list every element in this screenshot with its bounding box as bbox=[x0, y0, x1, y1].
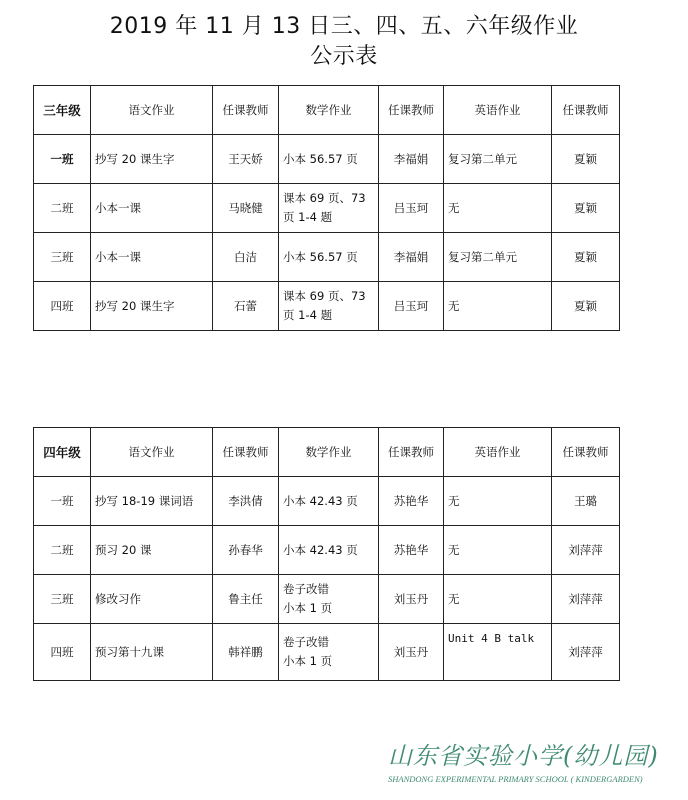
math-homework-cell bbox=[279, 282, 379, 331]
col-header-english: 英语作业 bbox=[444, 428, 552, 477]
english-teacher-cell: 刘萍萍 bbox=[552, 526, 620, 575]
table-header-row bbox=[34, 86, 620, 135]
class-cell: 一班 bbox=[34, 477, 91, 526]
col-header-teacher: 任课教师 bbox=[213, 86, 279, 135]
math-homework-cell bbox=[279, 135, 379, 184]
math-homework-cell bbox=[279, 526, 379, 575]
grade-label: 四年级 bbox=[34, 428, 91, 477]
page-title bbox=[0, 12, 688, 72]
class-cell: 二班 bbox=[34, 184, 91, 233]
math-line: 课本 69 页、73 bbox=[283, 191, 366, 205]
class-cell: 一班 bbox=[34, 135, 91, 184]
math-teacher-cell: 吕玉珂 bbox=[379, 282, 444, 331]
english-homework-cell: 无 bbox=[444, 282, 552, 331]
math-homework-cell bbox=[279, 575, 379, 624]
math-line: 小本 42.43 页 bbox=[283, 493, 358, 508]
chinese-teacher-cell: 石蕾 bbox=[213, 282, 279, 331]
english-teacher-cell: 夏颖 bbox=[552, 233, 620, 282]
table-row bbox=[34, 282, 620, 331]
math-homework-cell bbox=[279, 233, 379, 282]
class-cell: 二班 bbox=[34, 526, 91, 575]
english-homework-cell: 复习第二单元 bbox=[444, 233, 552, 282]
english-teacher-cell: 刘萍萍 bbox=[552, 624, 620, 681]
english-homework-cell: 无 bbox=[444, 526, 552, 575]
english-homework-cell: Unit 4 B talk bbox=[444, 624, 552, 681]
table-row bbox=[34, 526, 620, 575]
math-line: 小本 1 页 bbox=[283, 654, 333, 668]
math-line: 页 1-4 题 bbox=[283, 308, 333, 322]
title-line-2: 公示表 bbox=[310, 44, 378, 69]
chinese-teacher-cell: 李洪倩 bbox=[213, 477, 279, 526]
math-teacher-cell: 李福娟 bbox=[379, 233, 444, 282]
grade4-homework-table bbox=[33, 427, 620, 681]
col-header-math: 数学作业 bbox=[279, 428, 379, 477]
chinese-homework-cell: 抄写 18-19 课词语 bbox=[91, 477, 213, 526]
math-teacher-cell: 吕玉珂 bbox=[379, 184, 444, 233]
grade-label: 三年级 bbox=[34, 86, 91, 135]
class-cell: 四班 bbox=[34, 624, 91, 681]
math-teacher-cell: 李福娟 bbox=[379, 135, 444, 184]
english-homework-cell: 复习第二单元 bbox=[444, 135, 552, 184]
english-teacher-cell: 夏颖 bbox=[552, 184, 620, 233]
chinese-teacher-cell: 马晓健 bbox=[213, 184, 279, 233]
class-cell: 四班 bbox=[34, 282, 91, 331]
math-homework-cell bbox=[279, 184, 379, 233]
school-name-cn: 山东省实验小学(幼儿园) bbox=[388, 742, 659, 770]
col-header-math: 数学作业 bbox=[279, 86, 379, 135]
school-name-en: SHANDONG EXPERIMENTAL PRIMARY SCHOOL ( KINDERGARDEN) bbox=[388, 774, 643, 784]
table-row bbox=[34, 233, 620, 282]
english-teacher-cell: 刘萍萍 bbox=[552, 575, 620, 624]
math-homework-cell bbox=[279, 477, 379, 526]
english-teacher-cell: 王璐 bbox=[552, 477, 620, 526]
col-header-english: 英语作业 bbox=[444, 86, 552, 135]
school-logo bbox=[388, 740, 684, 796]
math-line: 小本 56.57 页 bbox=[283, 151, 358, 166]
chinese-homework-cell: 抄写 20 课生字 bbox=[91, 282, 213, 331]
table-header-row bbox=[34, 428, 620, 477]
english-teacher-cell: 夏颖 bbox=[552, 135, 620, 184]
chinese-teacher-cell: 孙春华 bbox=[213, 526, 279, 575]
col-header-teacher: 任课教师 bbox=[379, 86, 444, 135]
chinese-teacher-cell: 王天娇 bbox=[213, 135, 279, 184]
chinese-homework-cell: 抄写 20 课生字 bbox=[91, 135, 213, 184]
table-row bbox=[34, 624, 620, 681]
col-header-chinese: 语文作业 bbox=[91, 428, 213, 477]
class-cell: 三班 bbox=[34, 575, 91, 624]
col-header-teacher: 任课教师 bbox=[552, 86, 620, 135]
chinese-homework-cell: 修改习作 bbox=[91, 575, 213, 624]
table-row bbox=[34, 477, 620, 526]
math-line: 页 1-4 题 bbox=[283, 210, 333, 224]
math-teacher-cell: 刘玉丹 bbox=[379, 624, 444, 681]
chinese-teacher-cell: 白洁 bbox=[213, 233, 279, 282]
math-teacher-cell: 苏艳华 bbox=[379, 526, 444, 575]
english-homework-cell: 无 bbox=[444, 477, 552, 526]
table-row bbox=[34, 575, 620, 624]
math-line: 小本 42.43 页 bbox=[283, 542, 358, 557]
grade3-homework-table bbox=[33, 85, 620, 331]
english-homework-cell: 无 bbox=[444, 184, 552, 233]
chinese-homework-cell: 小本一课 bbox=[91, 184, 213, 233]
math-line: 卷子改错 bbox=[283, 582, 329, 596]
math-teacher-cell: 苏艳华 bbox=[379, 477, 444, 526]
math-line: 小本 1 页 bbox=[283, 601, 333, 615]
col-header-teacher: 任课教师 bbox=[213, 428, 279, 477]
math-teacher-cell: 刘玉丹 bbox=[379, 575, 444, 624]
col-header-chinese: 语文作业 bbox=[91, 86, 213, 135]
class-cell: 三班 bbox=[34, 233, 91, 282]
math-homework-cell bbox=[279, 624, 379, 681]
chinese-homework-cell: 预习第十九课 bbox=[91, 624, 213, 681]
math-line: 小本 56.57 页 bbox=[283, 249, 358, 264]
table-row bbox=[34, 184, 620, 233]
chinese-teacher-cell: 韩祥鹏 bbox=[213, 624, 279, 681]
title-line-1: 2019 年 11 月 13 日三、四、五、六年级作业 bbox=[109, 14, 579, 39]
english-teacher-cell: 夏颖 bbox=[552, 282, 620, 331]
english-homework-cell: 无 bbox=[444, 575, 552, 624]
chinese-teacher-cell: 鲁主任 bbox=[213, 575, 279, 624]
col-header-teacher: 任课教师 bbox=[379, 428, 444, 477]
col-header-teacher: 任课教师 bbox=[552, 428, 620, 477]
table-row bbox=[34, 135, 620, 184]
math-line: 卷子改错 bbox=[283, 635, 329, 649]
chinese-homework-cell: 预习 20 课 bbox=[91, 526, 213, 575]
chinese-homework-cell: 小本一课 bbox=[91, 233, 213, 282]
math-line: 课本 69 页、73 bbox=[283, 289, 366, 303]
